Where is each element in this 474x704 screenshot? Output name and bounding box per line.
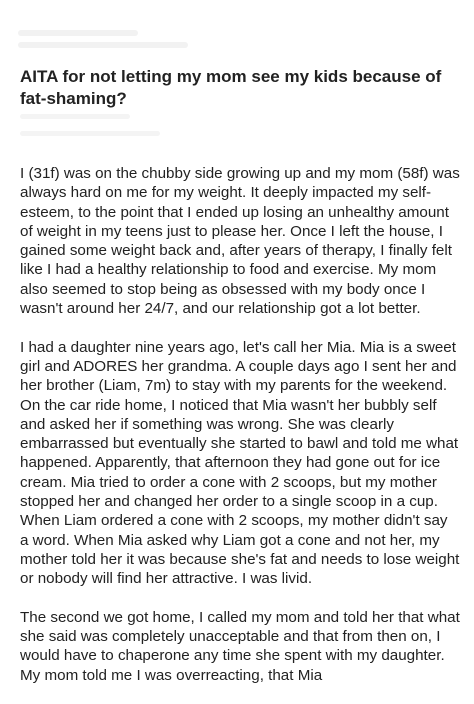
post-body	[20, 164, 460, 704]
post-paragraph: I had a daughter nine years ago, let's call her Mia. Mia is a sweet girl and ADORES her grandma. A couple days ago I sent her and her brother (Liam, 7m) to stay with my parents for the weekend. On the car ride home, I noticed that Mia wasn't her bubbly self and asked her if something was wrong. She was clearly embarrassed but eventually she started to bawl and told me what happened. Apparently, that afternoon they had gone out for ice cream. Mia tried to order a cone with 2 scoops, but my mother stopped her and changed her order to a single scoop in a cup. When Liam ordered a cone with 2 scoops, my mother didn't say a word. When Mia asked why Liam got a cone and not her, my mother told her it was because she's fat and needs to lose weight or nobody will find her attractive. I was livid.	[20, 338, 460, 588]
faded-header-line	[18, 30, 138, 36]
faded-header-line	[18, 42, 188, 48]
faded-meta-line	[20, 131, 160, 136]
post-paragraph: I (31f) was on the chubby side growing up and my mom (58f) was always hard on me for my weight. It deeply impacted my self-esteem, to the point that I ended up losing an unhealthy amount of weight in my teens just to please her. Once I left the house, I gained some weight back and, after years of therapy, I finally felt like I had a healthy relationship to food and exercise. My mom also seemed to stop being as obsessed with my body once I wasn't around her 24/7, and our relationship got a lot better.	[20, 165, 460, 318]
post-paragraph: The second we got home, I called my mom and told her that what she said was completely unacceptable and that from then on, I would have to chaperone any time she spent with my daughter. My mom told me I was overreacting, that Mia	[20, 608, 460, 684]
faded-meta-line	[20, 114, 130, 119]
post-title: AITA for not letting my mom see my kids because of fat-shaming?	[20, 67, 442, 108]
faded-header-placeholder	[18, 30, 218, 60]
faded-meta-placeholder	[20, 114, 200, 148]
